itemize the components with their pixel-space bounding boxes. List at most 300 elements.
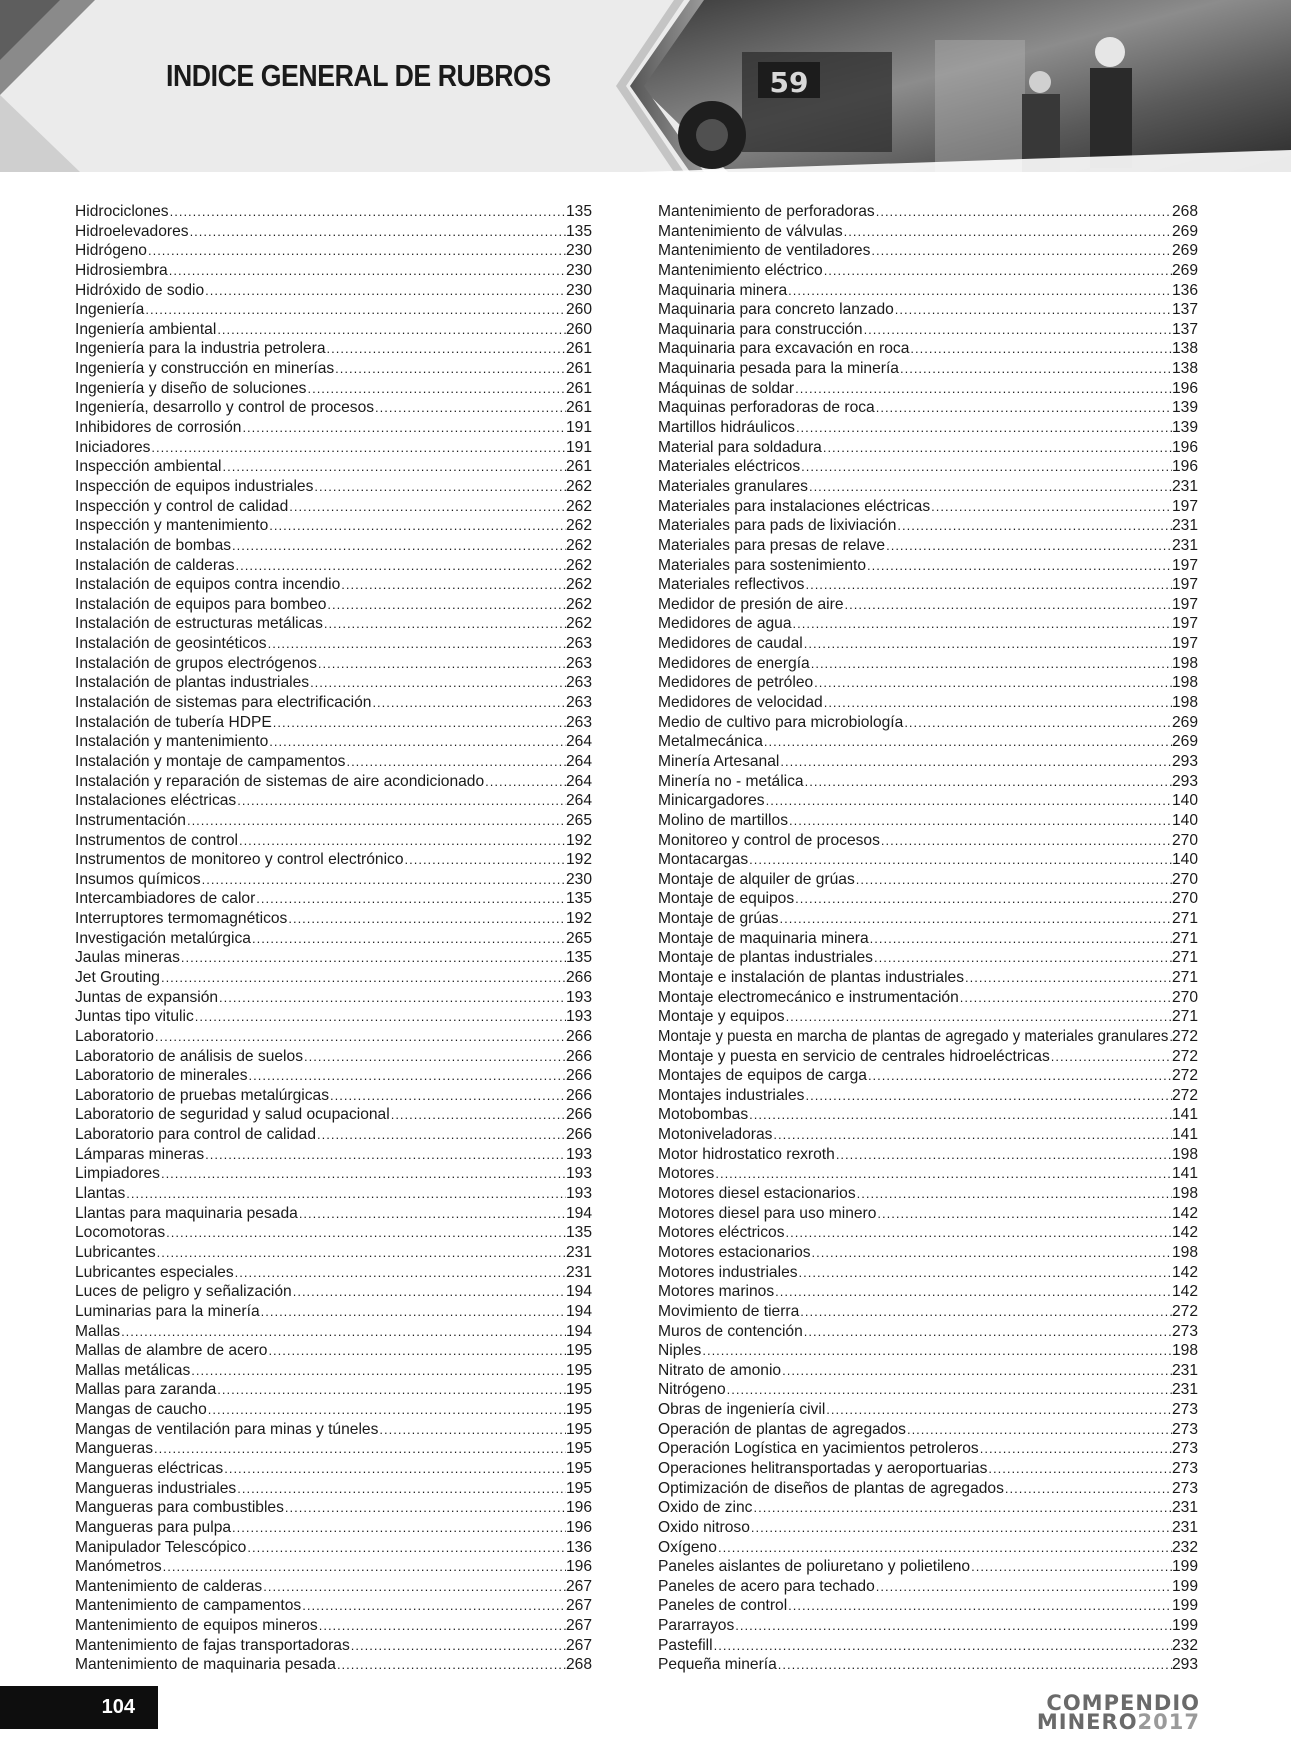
dot-leader <box>153 1439 566 1459</box>
entry-term: Mangueras para pulpa <box>75 1518 232 1536</box>
index-entry <box>75 1577 592 1597</box>
index-entry <box>658 320 1198 340</box>
entry-term: Mallas metálicas <box>75 1361 191 1379</box>
entry-page-number: 260 <box>565 320 592 338</box>
entry-term: Laboratorio de minerales <box>75 1067 248 1085</box>
index-entry <box>75 1557 592 1577</box>
truck-plate-number: 59 <box>769 66 809 99</box>
dot-leader <box>216 1380 566 1400</box>
index-entry <box>658 1616 1198 1636</box>
entry-page-number: 141 <box>1171 1106 1198 1124</box>
entry-term: Motores <box>658 1165 715 1183</box>
entry-term: Medidores de caudal <box>658 635 803 653</box>
entry-page-number: 142 <box>1171 1204 1198 1222</box>
dot-leader <box>803 634 1172 654</box>
entry-term: Laboratorio de análisis de suelos <box>75 1047 303 1065</box>
entry-term: Muros de contención <box>658 1322 803 1340</box>
entry-page-number: 195 <box>565 1342 592 1360</box>
dot-leader <box>309 673 566 693</box>
entry-term: Intercambiadores de calor <box>75 890 256 908</box>
dot-leader <box>777 1655 1172 1675</box>
index-entry <box>75 988 592 1008</box>
entry-page-number: 266 <box>565 968 592 986</box>
index-entry <box>75 1164 592 1184</box>
index-entry <box>658 1105 1198 1125</box>
entry-term: Mantenimiento de válvulas <box>658 222 843 240</box>
entry-page-number: 194 <box>565 1322 592 1340</box>
entry-page-number: 261 <box>565 379 592 397</box>
entry-page-number: 269 <box>1171 242 1198 260</box>
entry-term: Inspección ambiental <box>75 458 222 476</box>
entry-page-number: 198 <box>1171 1243 1198 1261</box>
index-entry <box>75 1498 592 1518</box>
entry-page-number: 261 <box>565 399 592 417</box>
entry-term: Nitrato de amonio <box>658 1361 782 1379</box>
entry-page-number: 266 <box>565 1126 592 1144</box>
entry-page-number: 273 <box>1171 1479 1198 1497</box>
dot-leader <box>880 831 1172 851</box>
index-entry <box>658 1538 1198 1558</box>
entry-term: Montaje electromecánico e instrumentación <box>658 988 959 1006</box>
entry-term: Mallas de alambre de acero <box>75 1342 268 1360</box>
index-entry <box>658 1557 1198 1577</box>
index-entry <box>75 261 592 281</box>
index-entry <box>658 870 1198 890</box>
dot-leader <box>268 516 566 536</box>
dot-leader <box>255 889 566 909</box>
entry-page-number: 272 <box>1171 1086 1198 1104</box>
index-entry <box>658 1479 1198 1499</box>
entry-page-number: 231 <box>565 1243 592 1261</box>
entry-term: Mangueras industriales <box>75 1479 237 1497</box>
index-entry <box>75 968 592 988</box>
entry-page-number: 231 <box>1171 1499 1198 1517</box>
entry-term: Mantenimiento de ventiladores <box>658 242 871 260</box>
entry-term: Inhibidores de corrosión <box>75 419 242 437</box>
dot-leader <box>329 1086 566 1106</box>
entry-term: Instalación y reparación de sistemas de aire acondicionado <box>75 772 485 790</box>
dot-leader <box>823 261 1172 281</box>
index-entry <box>658 595 1198 615</box>
dot-leader <box>856 1184 1172 1204</box>
index-entry <box>75 457 592 477</box>
dot-leader <box>794 889 1172 909</box>
entry-term: Montaje de equipos <box>658 890 795 908</box>
dot-leader <box>804 772 1172 792</box>
entry-term: Mantenimiento eléctrico <box>658 261 823 279</box>
entry-page-number: 192 <box>565 910 592 928</box>
dot-leader <box>795 418 1172 438</box>
dot-leader <box>190 1361 566 1381</box>
entry-page-number: 135 <box>565 203 592 220</box>
index-entry <box>75 497 592 517</box>
index-entry <box>75 1479 592 1499</box>
entry-term: Interruptores termomagnéticos <box>75 910 288 928</box>
dot-leader <box>959 988 1172 1008</box>
dot-leader <box>779 752 1172 772</box>
entry-page-number: 140 <box>1171 851 1198 869</box>
index-entry <box>75 339 592 359</box>
index-entry <box>658 418 1198 438</box>
index-entry <box>658 1223 1198 1243</box>
entry-page-number: 267 <box>565 1597 592 1615</box>
index-entry <box>75 320 592 340</box>
entry-page-number: 198 <box>1171 1185 1198 1203</box>
dot-leader <box>222 457 566 477</box>
dot-leader <box>204 1145 566 1165</box>
entry-page-number: 272 <box>1171 1302 1198 1320</box>
dot-leader <box>785 1223 1172 1243</box>
dot-leader <box>964 968 1172 988</box>
entry-term: Luces de peligro y señalización <box>75 1283 292 1301</box>
entry-page-number: 232 <box>1171 1538 1198 1556</box>
dot-leader <box>804 1086 1171 1106</box>
entry-term: Operación de plantas de agregados <box>658 1420 906 1438</box>
entry-page-number: 264 <box>565 752 592 770</box>
entry-page-number: 272 <box>1171 1047 1198 1065</box>
entry-page-number: 141 <box>1171 1165 1198 1183</box>
entry-page-number: 269 <box>1171 713 1198 731</box>
dot-leader <box>306 379 566 399</box>
dot-leader <box>734 1616 1172 1636</box>
dot-leader <box>875 398 1172 418</box>
index-entry <box>658 929 1198 949</box>
dot-leader <box>316 1125 566 1145</box>
entry-page-number: 271 <box>1171 1008 1198 1026</box>
entry-page-number: 273 <box>1171 1420 1198 1438</box>
entry-term: Motores marinos <box>658 1283 775 1301</box>
index-entry <box>658 1204 1198 1224</box>
brand-name-line2 <box>1020 1712 1200 1733</box>
entry-page-number: 266 <box>565 1086 592 1104</box>
entry-term: Instrumentos de monitoreo y control electrónico <box>75 851 404 869</box>
dot-leader <box>162 1557 566 1577</box>
entry-term: Juntas de expansión <box>75 988 219 1006</box>
brand-name-line1: COMPENDIO <box>1046 1691 1200 1715</box>
index-entry <box>75 595 592 615</box>
entry-term: Motores estacionarios <box>658 1243 811 1261</box>
dot-leader <box>748 850 1172 870</box>
index-entry <box>75 1145 592 1165</box>
dot-leader <box>241 418 566 438</box>
index-entry <box>658 241 1198 261</box>
entry-term: Martillos hidráulicos <box>658 419 795 437</box>
entry-page-number: 266 <box>565 1067 592 1085</box>
entry-page-number: 197 <box>1171 595 1198 613</box>
index-entry <box>75 1380 592 1400</box>
entry-page-number: 199 <box>1171 1577 1198 1595</box>
index-column-right <box>658 202 1198 1675</box>
entry-term: Hidroelevadores <box>75 222 189 240</box>
index-entry <box>75 1204 592 1224</box>
index-entry <box>75 1105 592 1125</box>
index-entry <box>75 1184 592 1204</box>
dot-leader <box>345 752 566 772</box>
index-entry <box>658 673 1198 693</box>
index-entry <box>658 1636 1198 1656</box>
page-header <box>0 0 1291 172</box>
index-entry <box>75 889 592 909</box>
dot-leader <box>803 1322 1172 1342</box>
entry-term: Ingeniería ambiental <box>75 320 217 338</box>
dot-leader <box>866 556 1172 576</box>
page-number: 104 <box>0 1686 158 1729</box>
dot-leader <box>374 398 566 418</box>
index-entry <box>75 281 592 301</box>
index-entry <box>75 1223 592 1243</box>
index-entry <box>658 713 1198 733</box>
dot-leader <box>318 1616 566 1636</box>
entry-term: Oxígeno <box>658 1538 717 1556</box>
entry-page-number: 135 <box>565 949 592 967</box>
entry-page-number: 193 <box>565 1185 592 1203</box>
entry-page-number: 142 <box>1171 1224 1198 1242</box>
entry-term: Instalación de plantas industriales <box>75 674 310 692</box>
entry-term: Mantenimiento de calderas <box>75 1577 263 1595</box>
entry-page-number: 196 <box>1171 458 1198 476</box>
dot-leader <box>317 654 566 674</box>
dot-leader <box>798 1263 1172 1283</box>
dot-leader <box>287 909 566 929</box>
entry-page-number: 195 <box>565 1479 592 1497</box>
entry-term: Mallas para zaranda <box>75 1381 217 1399</box>
entry-page-number: 272 <box>1171 1067 1198 1085</box>
entry-page-number: 196 <box>1171 379 1198 397</box>
dot-leader <box>231 536 566 556</box>
entry-term: Maquinaria pesada para la minería <box>658 360 899 378</box>
index-entry <box>658 1145 1198 1165</box>
index-entry <box>75 1263 592 1283</box>
index-entry <box>658 988 1198 1008</box>
index-entry <box>658 968 1198 988</box>
entry-term: Motores eléctricos <box>658 1224 785 1242</box>
dot-leader <box>204 281 566 301</box>
dot-leader <box>785 1007 1172 1027</box>
dot-leader <box>813 673 1172 693</box>
entry-page-number: 231 <box>1171 517 1198 535</box>
entry-term: Maquinaria minera <box>658 281 788 299</box>
dot-leader <box>168 261 566 281</box>
dot-leader <box>787 1596 1172 1616</box>
entry-term: Montajes industriales <box>658 1086 805 1104</box>
dot-leader <box>1004 1479 1172 1499</box>
dot-leader <box>125 1184 566 1204</box>
dot-leader <box>799 1302 1172 1322</box>
entry-term: Mangas de ventilación para minas y túneles <box>75 1420 379 1438</box>
entry-term: Jaulas mineras <box>75 949 180 967</box>
entry-term: Minicargadores <box>658 792 765 810</box>
entry-page-number: 262 <box>565 517 592 535</box>
index-entry <box>75 1322 592 1342</box>
entry-term: Instalación de grupos electrógenos <box>75 654 317 672</box>
entry-term: Operaciones helitransportadas y aeroportuarias <box>658 1460 988 1477</box>
dot-leader <box>180 948 566 968</box>
dot-leader <box>701 1341 1172 1361</box>
entry-page-number: 138 <box>1171 340 1198 358</box>
entry-term: Optimización de diseños de plantas de agregados <box>658 1479 1004 1497</box>
entry-page-number: 197 <box>1171 576 1198 594</box>
entry-term: Laboratorio de seguridad y salud ocupacional <box>75 1106 390 1124</box>
entry-term: Materiales eléctricos <box>658 458 801 476</box>
entry-term: Manómetros <box>75 1558 162 1576</box>
entry-term: Hidrógeno <box>75 242 147 260</box>
entry-term: Mangueras <box>75 1440 154 1458</box>
entry-page-number: 191 <box>565 438 592 456</box>
entry-page-number: 195 <box>565 1361 592 1379</box>
entry-page-number: 230 <box>565 242 592 260</box>
entry-term: Operación Logística en yacimientos petroleros <box>658 1440 979 1458</box>
index-entry <box>75 516 592 536</box>
entry-page-number: 193 <box>565 1165 592 1183</box>
dot-leader <box>779 909 1172 929</box>
entry-page-number: 271 <box>1171 949 1198 967</box>
entry-page-number: 293 <box>1171 1656 1198 1674</box>
index-entry <box>658 909 1198 929</box>
dot-leader <box>298 1204 566 1224</box>
dot-leader <box>303 1047 566 1067</box>
index-entry <box>658 752 1198 772</box>
entry-page-number: 135 <box>565 1224 592 1242</box>
index-entry <box>75 831 592 851</box>
entry-page-number: 268 <box>565 1656 592 1674</box>
dot-leader <box>867 1066 1172 1086</box>
entry-page-number: 262 <box>565 615 592 633</box>
dot-leader <box>378 1420 566 1440</box>
entry-page-number: 265 <box>565 811 592 829</box>
entry-page-number: 263 <box>565 694 592 712</box>
entry-term: Ingeniería y construcción en minerías <box>75 360 335 378</box>
index-entry <box>658 791 1198 811</box>
entry-term: Materiales para sostenimiento <box>658 556 867 574</box>
dot-leader <box>323 614 566 634</box>
entry-term: Instalación y montaje de campamentos <box>75 752 346 770</box>
dot-leader <box>781 1361 1172 1381</box>
dot-leader <box>906 1420 1172 1440</box>
entry-page-number: 262 <box>565 576 592 594</box>
dot-leader <box>811 1243 1172 1263</box>
index-entry <box>75 1538 592 1558</box>
index-entry <box>658 1184 1198 1204</box>
entry-term: Mangueras eléctricas <box>75 1460 224 1477</box>
entry-page-number: 262 <box>565 556 592 574</box>
entry-term: Maquinaria para construcción <box>658 320 863 338</box>
dot-leader <box>236 791 566 811</box>
index-entry <box>658 1459 1198 1479</box>
dot-leader <box>484 772 566 792</box>
entry-term: Luminarias para la minería <box>75 1302 260 1320</box>
index-entry <box>75 850 592 870</box>
entry-term: Minería Artesanal <box>658 752 780 770</box>
entry-page-number: 138 <box>1171 360 1198 378</box>
index-entry <box>658 359 1198 379</box>
entry-term: Oxido de zinc <box>658 1499 753 1517</box>
index-entry <box>75 536 592 556</box>
index-entry <box>658 889 1198 909</box>
entry-term: Materiales granulares <box>658 477 808 495</box>
dot-leader <box>267 1341 566 1361</box>
entry-page-number: 139 <box>1171 419 1198 437</box>
index-entry <box>658 634 1198 654</box>
entry-term: Pastefill <box>658 1636 713 1654</box>
entry-term: Máquinas de soldar <box>658 379 795 397</box>
dot-leader <box>340 575 566 595</box>
index-entry <box>75 1341 592 1361</box>
index-entry <box>658 1263 1198 1283</box>
index-entry <box>75 1636 592 1656</box>
index-entry <box>658 1047 1198 1067</box>
entry-page-number: 262 <box>565 477 592 495</box>
dot-leader <box>120 1322 566 1342</box>
index-column-left <box>75 202 592 1675</box>
entry-page-number: 136 <box>1171 281 1198 299</box>
index-entry <box>75 241 592 261</box>
entry-page-number: 273 <box>1171 1460 1198 1477</box>
entry-term: Instrumentos de control <box>75 831 238 849</box>
dot-leader <box>835 1145 1172 1165</box>
index-entry <box>658 1596 1198 1616</box>
dot-leader <box>144 300 566 320</box>
dot-leader <box>235 556 566 576</box>
index-entry <box>75 398 592 418</box>
entry-page-number: 271 <box>1171 929 1198 947</box>
entry-page-number: 273 <box>1171 1322 1198 1340</box>
entry-term: Monitoreo y control de procesos <box>658 831 880 849</box>
dot-leader <box>876 1204 1172 1224</box>
entry-page-number: 192 <box>565 831 592 849</box>
entry-term: Montaje de maquinaria minera <box>658 929 869 947</box>
index-entry <box>658 556 1198 576</box>
dot-leader <box>870 241 1172 261</box>
entry-term: Motor hidrostatico rexroth <box>658 1145 835 1163</box>
index-entry <box>75 222 592 242</box>
index-entry <box>658 1518 1198 1538</box>
index-entry <box>658 1164 1198 1184</box>
entry-page-number: 230 <box>565 870 592 888</box>
index-entry <box>658 693 1198 713</box>
entry-term: Montaje y puesta en marcha de plantas de agregado y materiales granulares <box>658 1027 1169 1045</box>
entry-page-number: 266 <box>565 1027 592 1045</box>
index-entry <box>75 1596 592 1616</box>
index-entry <box>658 614 1198 634</box>
entry-page-number: 196 <box>565 1499 592 1517</box>
entry-term: Niples <box>658 1342 702 1360</box>
entry-page-number: 268 <box>1171 203 1198 220</box>
index-entry <box>75 752 592 772</box>
entry-term: Paneles aislantes de poliuretano y polietileno <box>658 1558 971 1576</box>
entry-term: Mangas de caucho <box>75 1401 207 1419</box>
entry-page-number: 141 <box>1171 1126 1198 1144</box>
dot-leader <box>763 732 1172 752</box>
entry-page-number: 293 <box>1171 772 1198 790</box>
dot-leader <box>390 1105 566 1125</box>
entry-term: Mallas <box>75 1322 121 1340</box>
entry-term: Pequeña minería <box>658 1656 777 1674</box>
index-entry <box>75 1243 592 1263</box>
dot-leader <box>371 693 566 713</box>
index-entry <box>658 654 1198 674</box>
entry-term: Lubricantes <box>75 1243 156 1261</box>
dot-leader <box>334 359 566 379</box>
dot-leader <box>165 1223 566 1243</box>
entry-page-number: 270 <box>1171 870 1198 888</box>
dot-leader <box>234 1263 566 1283</box>
index-entry <box>658 1380 1198 1400</box>
index-entry <box>75 1655 592 1675</box>
brand-logo <box>1020 1693 1200 1733</box>
dot-leader <box>875 202 1172 222</box>
entry-page-number: 193 <box>565 988 592 1006</box>
index-entry <box>658 398 1198 418</box>
